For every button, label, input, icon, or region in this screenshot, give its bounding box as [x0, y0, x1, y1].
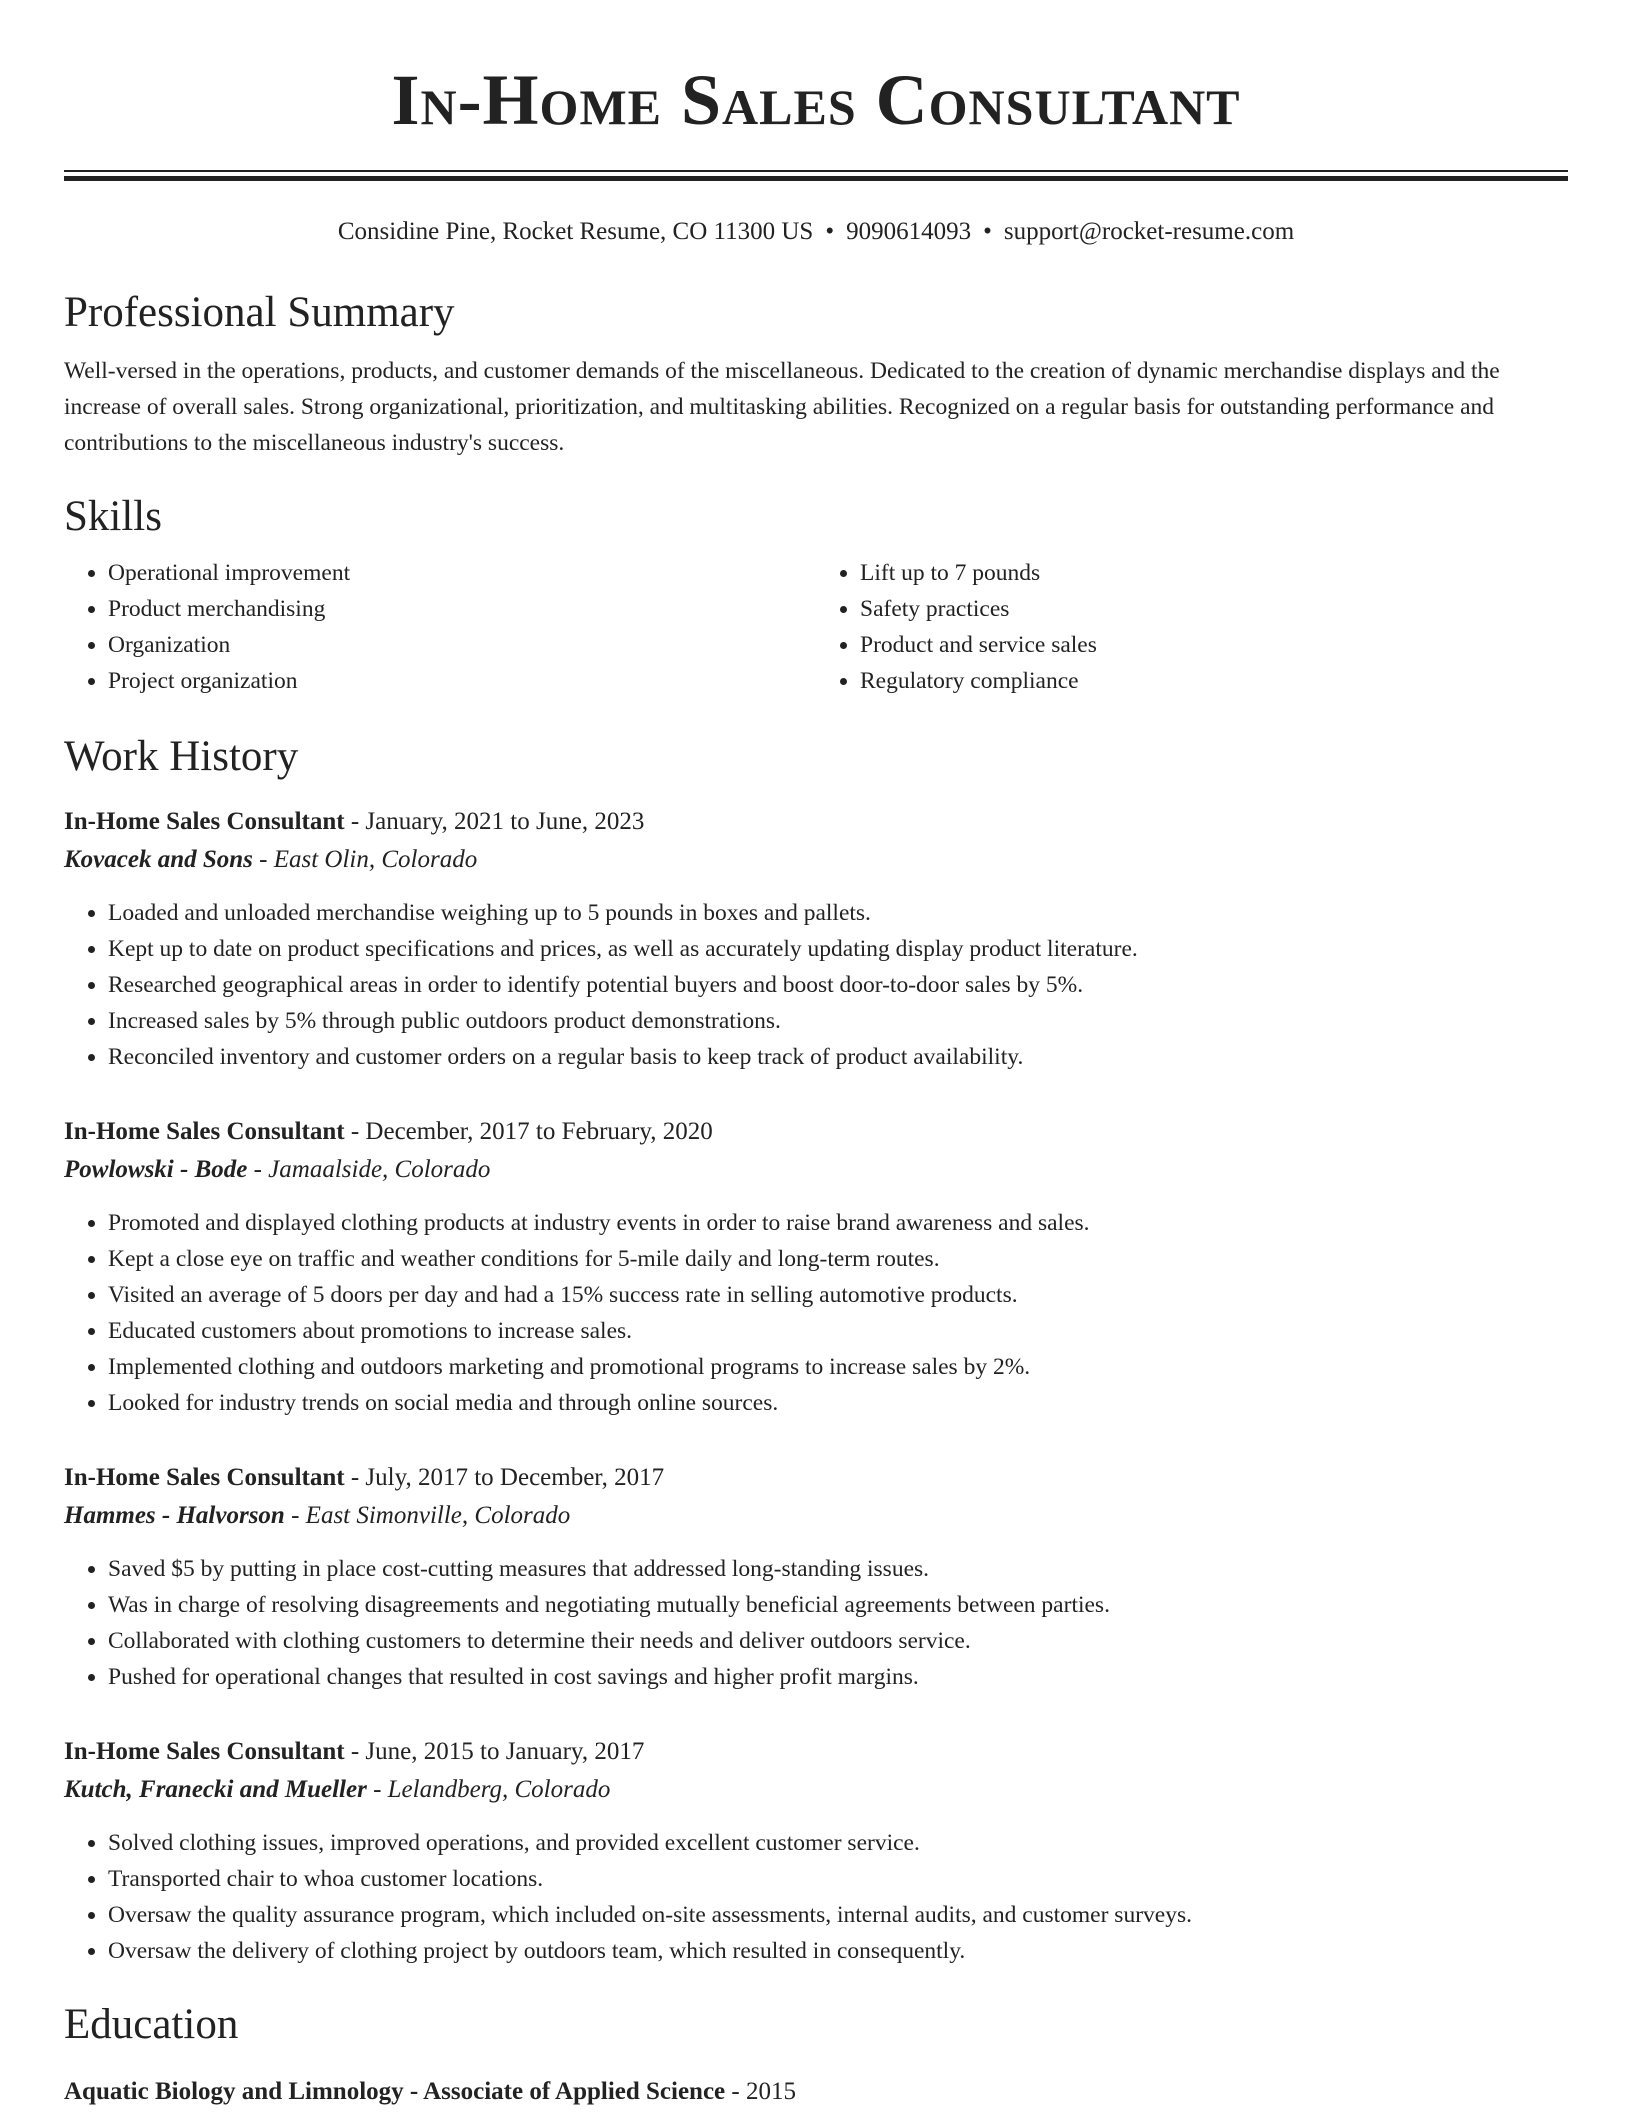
company-line	[64, 1497, 1568, 1535]
job-dates: - December, 2017 to February, 2020	[350, 1118, 713, 1145]
job-bullet: • Pushed for operational changes that resulted in cost savings and higher profit margins.	[108, 1659, 1568, 1695]
skills-list	[64, 555, 1568, 699]
contact-separator: •	[825, 218, 835, 245]
job-title-line	[64, 803, 1568, 841]
job-title: In-Home Sales Consultant	[64, 1118, 345, 1145]
company-location: - Lelandberg, Colorado	[373, 1776, 611, 1803]
work-history-heading: Work History	[64, 733, 299, 780]
skill-item: • Product merchandising	[108, 591, 816, 627]
job-bullet: • Educated customers about promotions to increase sales.	[108, 1313, 1568, 1349]
job-bullet: • Oversaw the quality assurance program, which included on-site assessments, internal audits, and customer surveys.	[108, 1897, 1568, 1933]
job-bullet: • Implemented clothing and outdoors marketing and promotional programs to increase sales by 2%.	[108, 1349, 1568, 1385]
job-title-line	[64, 1733, 1568, 1771]
job-title: In-Home Sales Consultant	[64, 1738, 345, 1765]
company-location: - East Olin, Colorado	[259, 846, 478, 873]
company-name: Hammes - Halvorson	[64, 1502, 285, 1529]
job-entry	[64, 1113, 1568, 1421]
job-bullet: • Increased sales by 5% through public outdoors product demonstrations.	[108, 1003, 1568, 1039]
contact-address: Considine Pine, Rocket Resume, CO 11300 US	[337, 218, 814, 245]
job-title: In-Home Sales Consultant	[64, 1464, 345, 1491]
job-bullet: • Solved clothing issues, improved operations, and provided excellent customer service.	[108, 1825, 1568, 1861]
title-divider	[64, 170, 1568, 181]
contact-separator: •	[983, 218, 992, 245]
skills-column-left	[64, 555, 816, 699]
company-name: Kutch, Franecki and Mueller	[64, 1776, 367, 1803]
company-location: - Jamaalside, Colorado	[253, 1156, 491, 1183]
education-entry	[64, 2073, 1568, 2111]
skills-column-right	[816, 555, 1568, 699]
contact-line	[64, 215, 1568, 249]
job-bullets	[64, 1825, 1568, 1969]
skill-item: • Regulatory compliance	[860, 663, 1568, 699]
job-bullet: • Looked for industry trends on social media and through online sources.	[108, 1385, 1568, 1421]
education-heading: Education	[64, 2001, 239, 2048]
skill-item: • Lift up to 7 pounds	[860, 555, 1568, 591]
job-entry	[64, 1459, 1568, 1695]
job-bullets	[64, 1551, 1568, 1695]
job-bullets	[64, 1205, 1568, 1421]
job-bullet: • Reconciled inventory and customer orders on a regular basis to keep track of product availability.	[108, 1039, 1568, 1075]
contact-phone: 9090614093	[846, 218, 972, 245]
job-bullet: • Transported chair to whoa customer locations.	[108, 1861, 1568, 1897]
job-dates: - January, 2021 to June, 2023	[350, 808, 645, 835]
job-bullet: • Kept up to date on product specifications and prices, as well as accurately updating display product literature.	[108, 931, 1568, 967]
education-year: - 2015	[731, 2078, 796, 2105]
job-bullet: • Oversaw the delivery of clothing project by outdoors team, which resulted in consequently.	[108, 1933, 1568, 1969]
company-name: Powlowski - Bode	[64, 1156, 248, 1183]
company-line	[64, 841, 1568, 879]
job-title: In-Home Sales Consultant	[64, 808, 345, 835]
summary-heading: Professional Summary	[64, 289, 455, 336]
company-line	[64, 1151, 1568, 1189]
job-bullet: • Saved $5 by putting in place cost-cutting measures that addressed long-standing issues.	[108, 1551, 1568, 1587]
skill-item: • Safety practices	[860, 591, 1568, 627]
job-dates: - June, 2015 to January, 2017	[350, 1738, 645, 1765]
skill-item: • Organization	[108, 627, 816, 663]
company-name: Kovacek and Sons	[64, 846, 253, 873]
company-line	[64, 1771, 1568, 1809]
job-bullet: • Visited an average of 5 doors per day and had a 15% success rate in selling automotive products.	[108, 1277, 1568, 1313]
contact-email: support@rocket-resume.com	[1003, 218, 1295, 245]
summary-text: Well-versed in the operations, products, and customer demands of the miscellaneous. Dedicated to the creation of dynamic merchandise displays and the increase of overall sales. Strong organizational, prioritization, and multitasking abilities. Recognized on a regular basis for outstanding performance and contributions to the miscellaneous industry's success.	[64, 358, 1500, 456]
job-title-line	[64, 1459, 1568, 1497]
skill-item: • Project organization	[108, 663, 816, 699]
job-bullet: • Promoted and displayed clothing products at industry events in order to raise brand awareness and sales.	[108, 1205, 1568, 1241]
job-bullet: • Loaded and unloaded merchandise weighing up to 5 pounds in boxes and pallets.	[108, 895, 1568, 931]
job-entry	[64, 803, 1568, 1075]
company-location: - East Simonville, Colorado	[291, 1502, 571, 1529]
job-entry	[64, 1733, 1568, 1969]
job-bullet: • Kept a close eye on traffic and weather conditions for 5-mile daily and long-term routes.	[108, 1241, 1568, 1277]
job-bullets	[64, 895, 1568, 1075]
education-degree: Aquatic Biology and Limnology - Associate of Applied Science	[64, 2078, 726, 2105]
skill-item: • Operational improvement	[108, 555, 816, 591]
job-bullet: • Researched geographical areas in order to identify potential buyers and boost door-to-door sales by 5%.	[108, 967, 1568, 1003]
job-dates: - July, 2017 to December, 2017	[350, 1464, 665, 1491]
skill-item: • Product and service sales	[860, 627, 1568, 663]
job-title-line	[64, 1113, 1568, 1151]
skills-heading: Skills	[64, 493, 162, 540]
job-bullet: • Collaborated with clothing customers to determine their needs and deliver outdoors service.	[108, 1623, 1568, 1659]
page-title: In-Home Sales Consultant	[391, 60, 1241, 140]
job-bullet: • Was in charge of resolving disagreements and negotiating mutually beneficial agreements between parties.	[108, 1587, 1568, 1623]
